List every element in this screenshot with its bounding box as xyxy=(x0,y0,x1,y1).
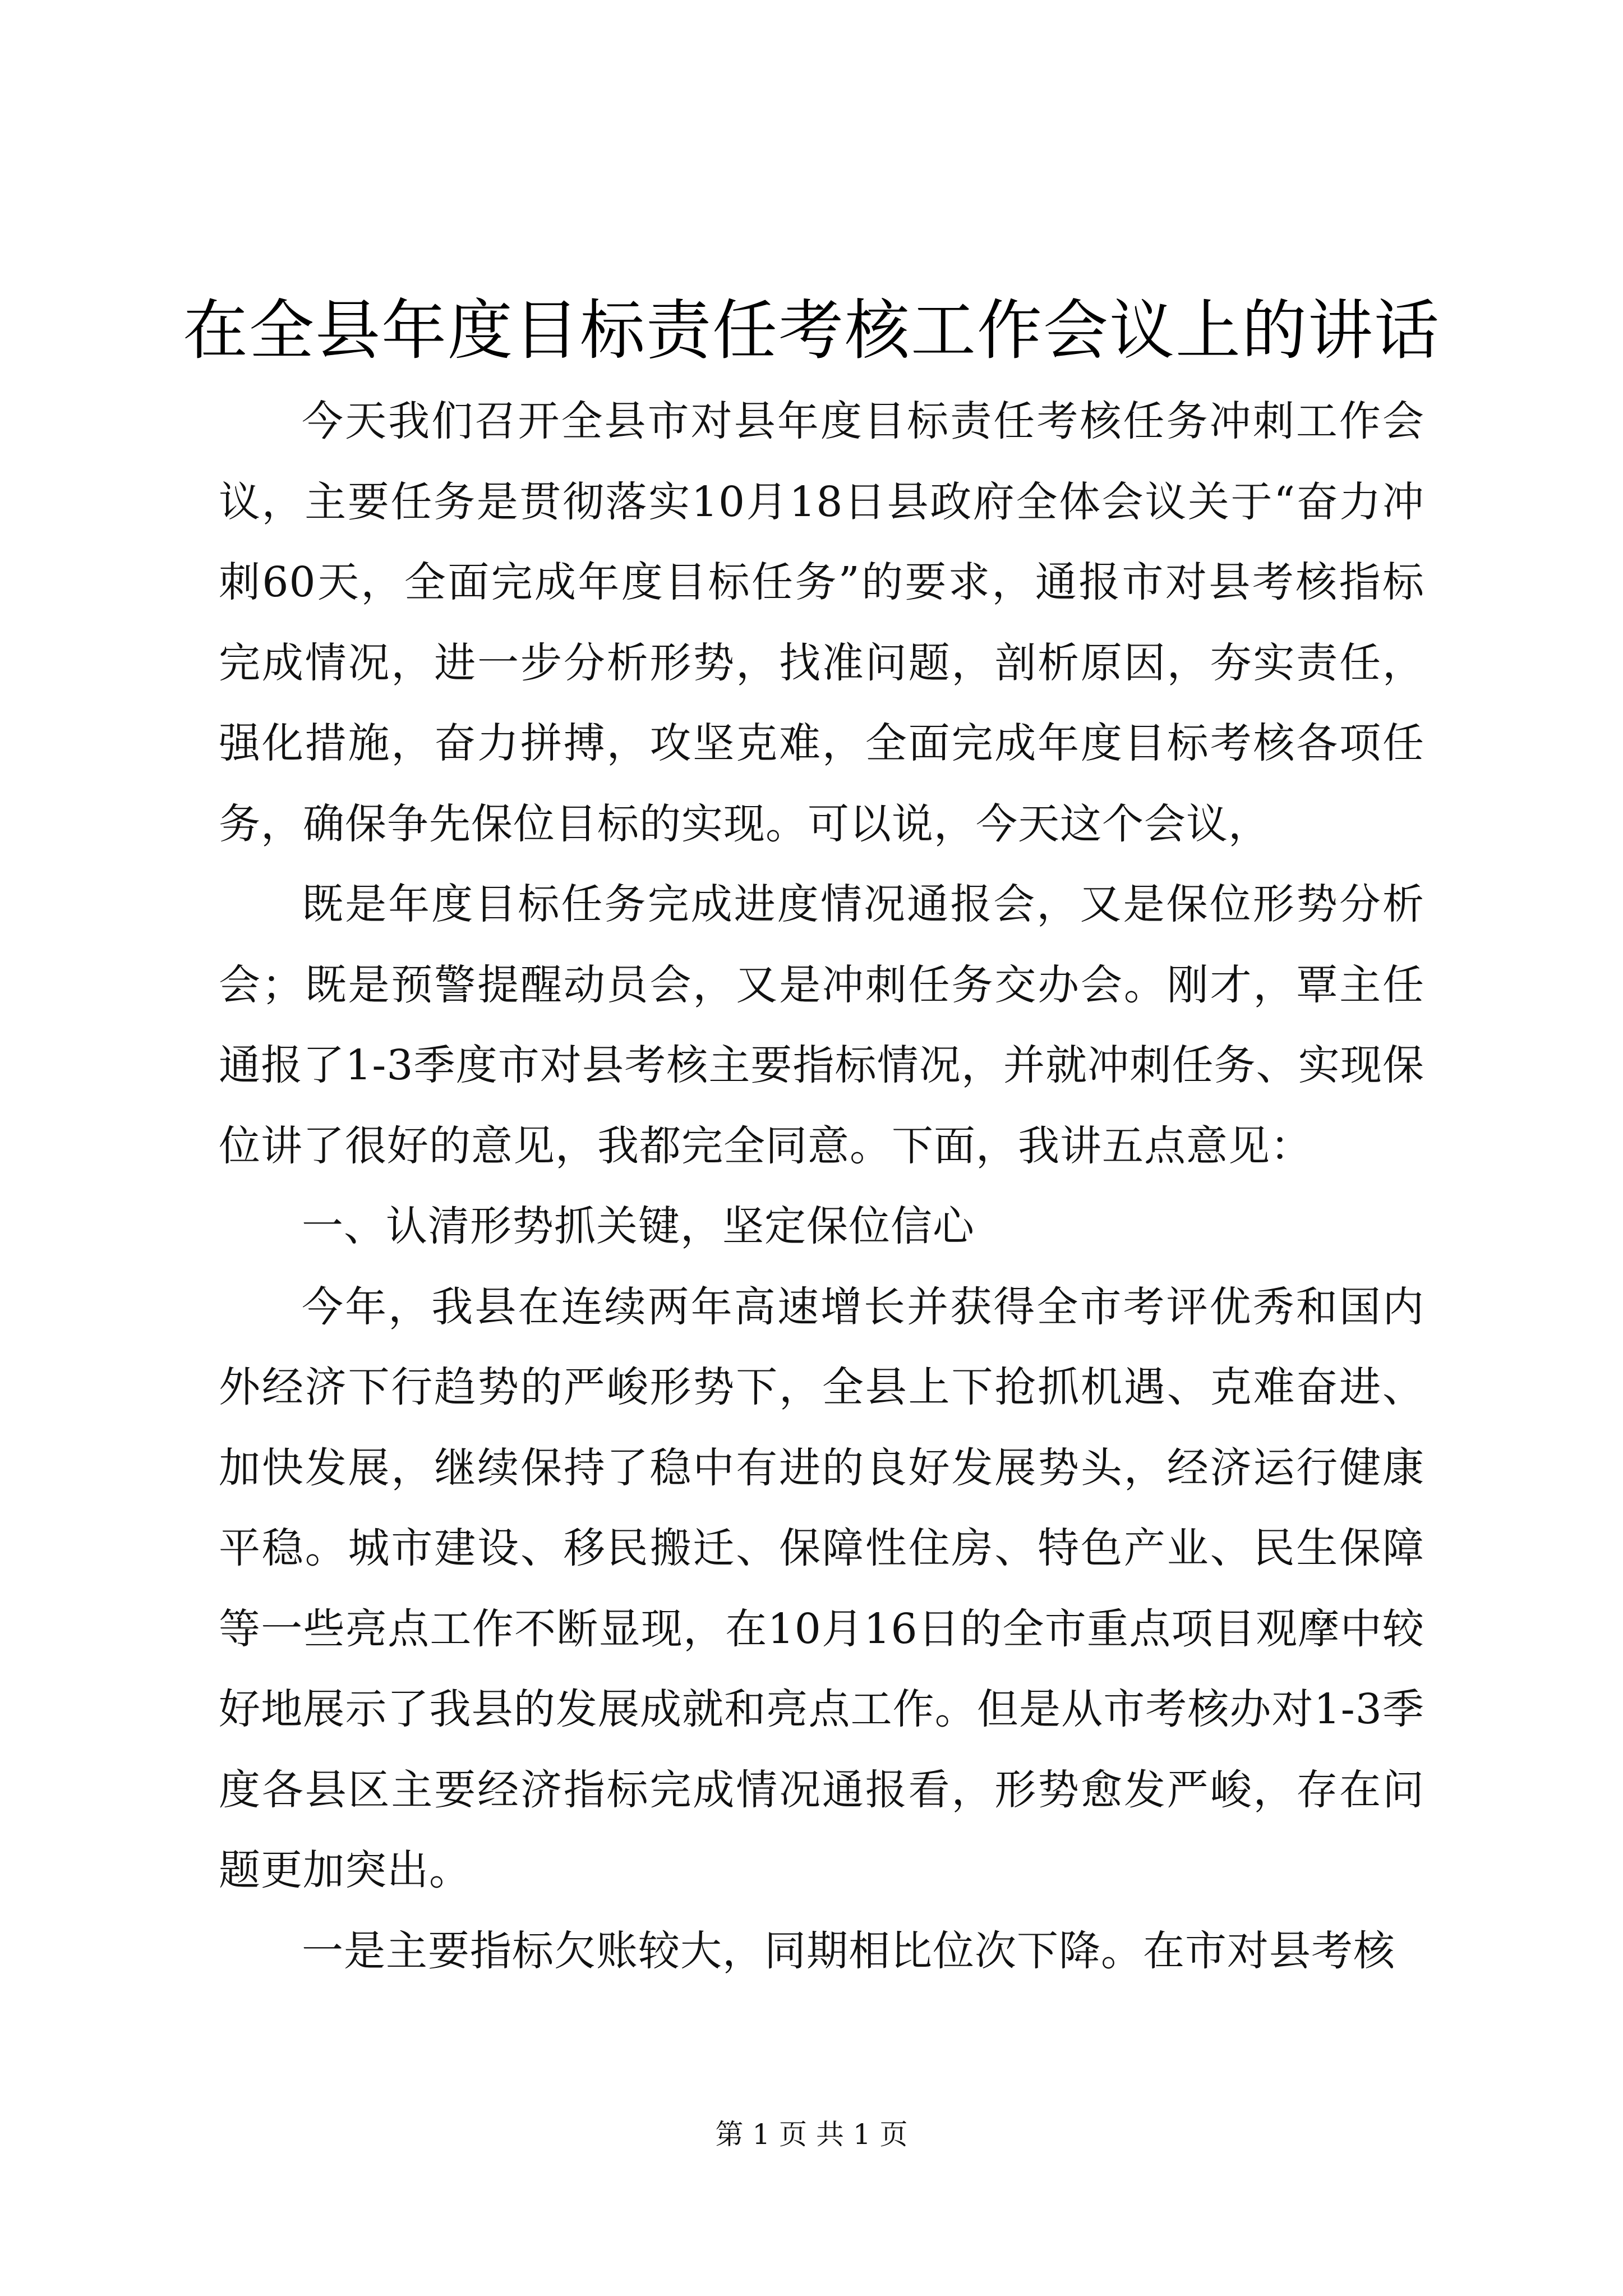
paragraph-situation: 今年，我县在连续两年高速增长并获得全市考评优秀和国内外经济下行趋势的严峻形势下，全县上下抢抓机遇、克难奋进、加快发展，继续保持了稳中有进的良好发展势头，经济运行健康平稳。城市建设、移民搬迁、保障性住房、特色产业、民生保障等一些亮点工作不断显现，在10月16日的全市重点项目观摩中较好地展示了我县的发展成就和亮点工作。但是从市考核办对1-3季度各县区主要经济指标完成情况通报看，形势愈发严峻，存在问题更加突出。 xyxy=(219,1282,1424,1894)
document-body xyxy=(219,381,1424,1991)
paragraph-meeting-purpose: 既是年度目标任务完成进度情况通报会，又是保位形势分析会；既是预警提醒动员会，又是冲刺任务交办会。刚才，覃主任通报了1-3季度市对县考核主要指标情况，并就冲刺任务、实现保位讲了很好的意见，我都完全同意。下面，我讲五点意见： xyxy=(219,880,1424,1170)
page-number-footer: 第 1 页 共 1 页 xyxy=(715,2118,908,2151)
paragraph-indicators: 一是主要指标欠账较大，同期相比位次下降。在市对县考核 xyxy=(302,1926,1395,1975)
paragraph-intro: 今天我们召开全县市对县年度目标责任考核任务冲刺工作会议，主要任务是贯彻落实10月18日县政府全体会议关于“奋力冲刺60天，全面完成年度目标任务”的要求，通报市对县考核指标完成情况，进一步分析形势，找准问题，剖析原因，夯实责任，强化措施，奋力拼搏，攻坚克难，全面完成年度目标考核各项任务，确保争先保位目标的实现。可以说，今天这个会议， xyxy=(219,397,1424,848)
section-heading-1: 一、认清形势抓关键，坚定保位信心 xyxy=(302,1202,975,1250)
document-title: 在全县年度目标责任考核工作会议上的讲话 xyxy=(183,293,1440,369)
